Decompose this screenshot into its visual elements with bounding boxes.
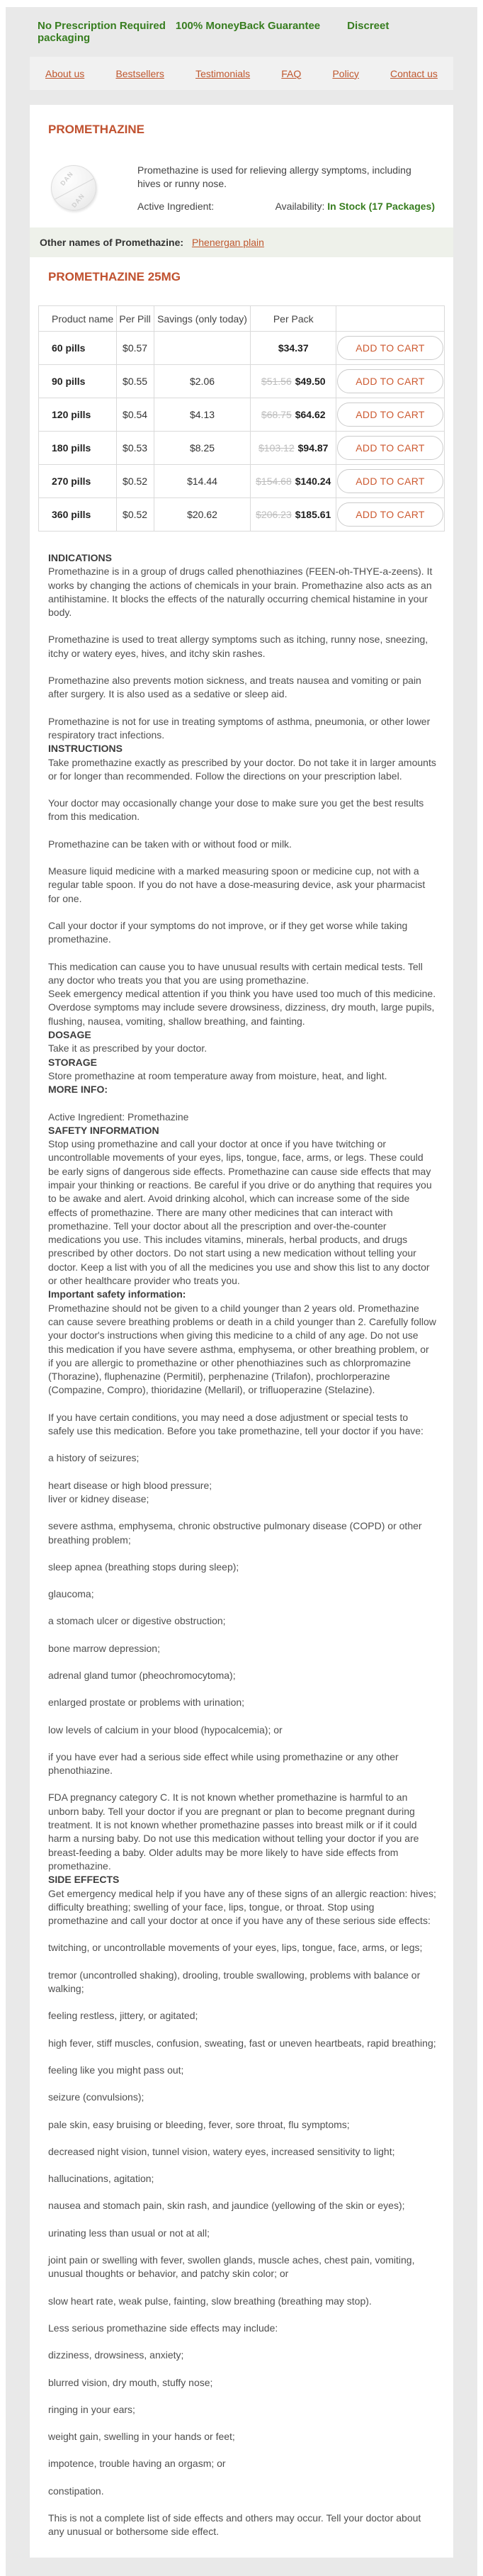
add-to-cart-button[interactable]: ADD TO CART: [337, 436, 443, 460]
drug-info-paragraph: a history of seizures;: [48, 1452, 140, 1464]
drug-info-paragraph: Take promethazine exactly as prescribed by your doctor. Do not take it in larger amounts or for longer than recommended. Follow the directions on your prescription label.: [48, 756, 436, 782]
drug-info-paragraph: liver or kidney disease;: [48, 1492, 149, 1504]
cart-cell: [336, 365, 445, 398]
drug-info-paragraph: decreased night vision, tunnel vision, watery eyes, increased sensitivity to light;: [48, 2145, 395, 2157]
drug-info-paragraph: Get emergency medical help if you have any of these signs of an allergic reaction: hives; difficulty breathing; swelling of your face, lips, tongue, or throat. Stop using promethazine and call your doctor at once if you have any of these serious side effects:: [48, 1887, 436, 1927]
drug-info-heading: STORAGE: [48, 1056, 97, 1068]
product-name-cell: 60 pills: [39, 332, 117, 365]
pill-image: [51, 165, 96, 210]
savings-cell: $4.13: [154, 398, 251, 432]
add-to-cart-button[interactable]: ADD TO CART: [337, 403, 443, 427]
drug-info-paragraph: a stomach ulcer or digestive obstruction;: [48, 1615, 226, 1627]
drug-info-heading: SAFETY INFORMATION: [48, 1124, 159, 1136]
savings-cell: $20.62: [154, 498, 251, 531]
drug-info-paragraph: Seek emergency medical attention if you think you have used too much of this medicine. Overdose symptoms may include severe drowsiness, dizziness, dry mouth, large pupils, flushing, nausea, vomiting, shallow breathing, and fainting.: [48, 988, 436, 1027]
per-pill-cell: $0.57: [116, 332, 154, 365]
cart-cell: [336, 498, 445, 531]
per-pack-cell: [251, 498, 336, 531]
drug-info-paragraph: constipation.: [48, 2485, 104, 2497]
drug-info-paragraph: Your doctor may occasionally change your dose to make sure you get the best results from this medication.: [48, 797, 424, 823]
column-header: Per Pack: [251, 306, 336, 332]
drug-info-paragraph: heart disease or high blood pressure;: [48, 1479, 212, 1491]
product-name-cell: 90 pills: [39, 365, 117, 398]
add-to-cart-button[interactable]: ADD TO CART: [337, 469, 443, 493]
drug-info-paragraph: Store promethazine at room temperature away from moisture, heat, and light.: [48, 1069, 387, 1081]
drug-info-paragraph: slow heart rate, weak pulse, fainting, slow breathing (breathing may stop).: [48, 2295, 372, 2307]
pill-imprint: DAN: [59, 170, 75, 187]
drug-info-heading: MORE INFO:: [48, 1084, 108, 1096]
product-name-cell: 360 pills: [39, 498, 117, 531]
per-pack-cell: [251, 365, 336, 398]
drug-info-paragraph: seizure (convulsions);: [48, 2091, 144, 2103]
nav-link-bestsellers[interactable]: Bestsellers: [115, 67, 164, 79]
drug-info-paragraph: Promethazine should not be given to a child younger than 2 years old. Promethazine can cause severe breathing problems or death in a child younger than 2. Carefully follow your doctor's instructions when giving this medicine to a child of any age. Do not use this medication if you have severe asthma, emphysema, or other breathing problem, or if you are allergic to promethazine or other phenothiazines such as chlorpromazine (Thorazine), fluphenazine (Permitil), perphenazine (Trilafon), prochlorperazine (Compazine, Compro), thioridazine (Mellaril), or trifluoperazine (Stelazine).: [48, 1302, 436, 1396]
old-price: $103.12: [258, 442, 295, 454]
benefits-bar: [6, 7, 477, 52]
per-pill-cell: $0.54: [116, 398, 154, 432]
per-pill-cell: $0.53: [116, 432, 154, 465]
drug-info-paragraph: feeling like you might pass out;: [48, 2064, 184, 2076]
pack-price: $140.24: [295, 476, 331, 487]
old-price: $154.68: [256, 476, 292, 487]
benefit-item: No Prescription Required: [38, 20, 166, 32]
add-to-cart-button[interactable]: ADD TO CART: [337, 369, 443, 393]
savings-cell: [154, 332, 251, 365]
drug-info-paragraph: high fever, stiff muscles, confusion, sweating, fast or uneven heartbeats, rapid breathing;: [48, 2037, 436, 2049]
pack-price: $34.37: [278, 342, 309, 354]
drug-info-heading: DOSAGE: [48, 1029, 91, 1041]
drug-info-paragraph: twitching, or uncontrollable movements of your eyes, lips, tongue, face, arms, or legs;: [48, 1942, 423, 1954]
other-names-label: Other names of Promethazine:: [40, 237, 184, 248]
page-title: PROMETHAZINE: [48, 123, 144, 136]
page-background: [6, 7, 477, 2576]
drug-info-paragraph: severe asthma, emphysema, chronic obstructive pulmonary disease (COPD) or other breathing problem;: [48, 1520, 422, 1546]
drug-info-paragraph: impotence, trouble having an orgasm; or: [48, 2458, 226, 2470]
availability-value: In Stock (17 Packages): [327, 201, 435, 212]
pill-score-line: [51, 174, 96, 202]
cart-column-header: [336, 306, 445, 332]
pricing-header-row: [39, 306, 445, 332]
drug-information: [40, 531, 443, 2539]
drug-info-paragraph: feeling restless, jittery, or agitated;: [48, 2010, 198, 2022]
savings-cell: $8.25: [154, 432, 251, 465]
product-summary: [30, 137, 453, 212]
drug-info-paragraph: Promethazine also prevents motion sickness, and treats nausea and vomiting or pain after surgery. It is also used as a sedative or sleep aid.: [48, 675, 421, 700]
old-price: $68.75: [261, 409, 292, 420]
per-pill-cell: $0.52: [116, 498, 154, 531]
nav-link-about-us[interactable]: About us: [45, 67, 85, 79]
drug-info-paragraph: Active Ingredient: Promethazine: [48, 1110, 189, 1123]
product-name-cell: 270 pills: [39, 465, 117, 498]
pill-image-wrap: [50, 164, 137, 212]
drug-info-paragraph: pale skin, easy bruising or bleeding, fever, sore throat, flu symptoms;: [48, 2118, 350, 2130]
benefit-item: Discreet packaging: [38, 20, 390, 44]
availability-label: Availability:: [275, 201, 325, 212]
column-header: Per Pill: [116, 306, 154, 332]
price-row: [39, 465, 445, 498]
add-to-cart-button[interactable]: ADD TO CART: [337, 502, 443, 527]
column-header: Product name: [39, 306, 117, 332]
per-pack-cell: [251, 432, 336, 465]
pack-title: PROMETHAZINE 25MG: [48, 270, 181, 283]
product-name-cell: 180 pills: [39, 432, 117, 465]
content-card: [30, 105, 453, 2558]
drug-info-paragraph: blurred vision, dry mouth, stuffy nose;: [48, 2376, 213, 2388]
drug-info-paragraph: enlarged prostate or problems with urination;: [48, 1697, 245, 1709]
drug-info-paragraph: nausea and stomach pain, skin rash, and jaundice (yellowing of the skin or eyes);: [48, 2200, 405, 2212]
drug-info-paragraph: adrenal gland tumor (pheochromocytoma);: [48, 1670, 236, 1681]
price-row: [39, 398, 445, 432]
price-row: [39, 432, 445, 465]
nav-link-policy[interactable]: Policy: [332, 67, 359, 79]
cart-cell: [336, 432, 445, 465]
pill-imprint: DAN: [70, 192, 86, 209]
cart-cell: [336, 398, 445, 432]
drug-info-paragraph: if you have ever had a serious side effect while using promethazine or any other phenothiazine.: [48, 1750, 399, 1777]
column-header: Savings (only today): [154, 306, 251, 332]
nav-link-faq[interactable]: FAQ: [281, 67, 302, 79]
other-names-band: [30, 227, 453, 257]
per-pill-cell: $0.55: [116, 365, 154, 398]
drug-info-heading: SIDE EFFECTS: [48, 1874, 120, 1886]
drug-info-paragraph: Promethazine is used to treat allergy symptoms such as itching, runny nose, sneezing, itchy or watery eyes, hives, and itchy skin rashes.: [48, 634, 428, 659]
drug-info-paragraph: Promethazine is in a group of drugs called phenothiazines (FEEN-oh-THYE-a-zeens). It works by changing the actions of chemicals in your brain. Promethazine also acts as an antihistamine. It blocks the effects of the naturally occurring chemical histamine in your body.: [48, 566, 433, 619]
active-ingredient-label: Active Ingredient:: [137, 201, 215, 212]
drug-info-paragraph: This is not a complete list of side effects and others may occur. Tell your doctor about any unusual or bothersome side effect.: [48, 2512, 421, 2538]
drug-info-paragraph: FDA pregnancy category C. It is not known whether promethazine is harmful to an unborn baby. Tell your doctor if you are pregnant or plan to become pregnant during treatment. It is not known whether promethazine passes into breast milk or if it could harm a nursing baby. Do not use this medication without telling your doctor if you are breast-feeding a baby. Older adults may be more likely to have side effects from promethazine.: [48, 1792, 419, 1872]
add-to-cart-button[interactable]: ADD TO CART: [337, 336, 443, 360]
other-name-link-phenergan-plain[interactable]: Phenergan plain: [191, 237, 264, 248]
product-name-cell: 120 pills: [39, 398, 117, 432]
pack-price: $49.50: [295, 376, 326, 387]
per-pack-cell: [251, 465, 336, 498]
nav-link-contact-us[interactable]: Contact us: [390, 67, 438, 79]
cart-cell: [336, 332, 445, 365]
drug-info-paragraph: sleep apnea (breathing stops during sleep);: [48, 1560, 239, 1573]
drug-info-paragraph: Stop using promethazine and call your doctor at once if you have twitching or uncontrollable movements of your eyes, lips, tongue, face, arms, or legs. These could be early signs of dangerous side effects. Promethazine can cause side effects that may impair your thinking or reactions. Be careful if you drive or do anything that requires you to be awake and alert. Avoid drinking alcohol, which can increase some of the side effects of promethazine. There are many other medicines that can interact with promethazine. Tell your doctor about all the prescription and over-the-counter medications you use. This includes vitamins, minerals, herbal products, and drugs prescribed by other doctors. Do not start using a new medication without telling your doctor. Keep a list with you of all the medicines you use and show this list to any doctor or other healthcare provider who treats you.: [48, 1138, 432, 1287]
drug-info-paragraph: Take it as prescribed by your doctor.: [48, 1042, 208, 1054]
price-row: [39, 498, 445, 531]
drug-info-paragraph: Less serious promethazine side effects may include:: [48, 2322, 278, 2334]
product-description: Promethazine is used for relieving allergy symptoms, including hives or runny nose.: [137, 164, 411, 189]
old-price: $51.56: [261, 376, 292, 387]
drug-info-paragraph: Call your doctor if your symptoms do not improve, or if they get worse while taking promethazine.: [48, 919, 408, 945]
drug-info-paragraph: weight gain, swelling in your hands or feet;: [48, 2431, 235, 2443]
price-row: [39, 365, 445, 398]
drug-info-paragraph: urinating less than usual or not at all;: [48, 2227, 210, 2239]
drug-info-paragraph: If you have certain conditions, you may need a dose adjustment or special tests to safely use this medication. Before you take promethazine, tell your doctor if you have:: [48, 1411, 424, 1437]
price-row: [39, 332, 445, 365]
drug-info-paragraph: low levels of calcium in your blood (hypocalcemia); or: [48, 1723, 283, 1736]
drug-info-heading: Important safety information:: [48, 1288, 186, 1300]
nav-link-testimonials[interactable]: Testimonials: [195, 67, 251, 79]
main-nav: [30, 57, 453, 90]
drug-info-paragraph: glaucoma;: [48, 1588, 94, 1600]
drug-info-paragraph: tremor (uncontrolled shaking), drooling, trouble swallowing, problems with balance or walking;: [48, 1969, 421, 1995]
pack-price: $64.62: [295, 409, 326, 420]
savings-cell: $2.06: [154, 365, 251, 398]
pack-price: $185.61: [295, 509, 331, 520]
drug-info-paragraph: bone marrow depression;: [48, 1642, 160, 1654]
drug-info-paragraph: ringing in your ears;: [48, 2403, 135, 2415]
drug-info-heading: INSTRUCTIONS: [48, 743, 123, 755]
per-pill-cell: $0.52: [116, 465, 154, 498]
drug-info-paragraph: This medication can cause you to have unusual results with certain medical tests. Tell any doctor who treats you that you are using promethazine.: [48, 960, 423, 986]
drug-info-paragraph: dizziness, drowsiness, anxiety;: [48, 2349, 184, 2361]
drug-info-paragraph: hallucinations, agitation;: [48, 2173, 154, 2185]
cart-cell: [336, 465, 445, 498]
pack-price: $94.87: [297, 442, 329, 454]
old-price: $206.23: [256, 509, 292, 520]
pricing-body: [39, 332, 445, 531]
savings-cell: $14.44: [154, 465, 251, 498]
pricing-table: [38, 305, 445, 531]
per-pack-cell: [251, 398, 336, 432]
drug-info-paragraph: Measure liquid medicine with a marked measuring spoon or medicine cup, not with a regular table spoon. If you do not have a dose-measuring device, ask your pharmacist for one.: [48, 865, 426, 904]
per-pack-cell: [251, 332, 336, 365]
drug-info-paragraph: Promethazine is not for use in treating symptoms of asthma, pneumonia, or other lower respiratory tract infections.: [48, 715, 431, 741]
benefit-item: 100% MoneyBack Guarantee: [175, 20, 321, 32]
drug-info-paragraph: Promethazine can be taken with or without food or milk.: [48, 838, 292, 850]
availability: [275, 201, 435, 212]
drug-info-heading: INDICATIONS: [48, 552, 112, 563]
drug-info-paragraph: joint pain or swelling with fever, swollen glands, muscle aches, chest pain, vomiting, unusual thoughts or behavior, and patchy skin color; or: [48, 2254, 415, 2280]
